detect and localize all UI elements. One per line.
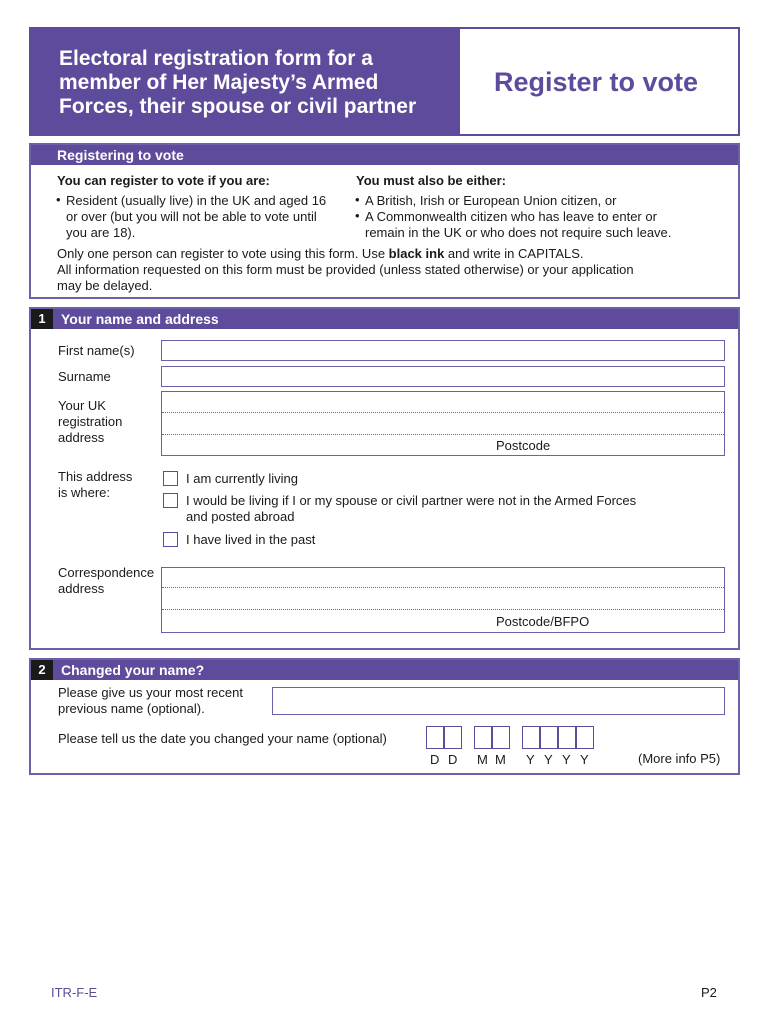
address-line-divider — [162, 434, 724, 435]
info-note-line: may be delayed. — [57, 278, 153, 293]
previous-name-label-line: previous name (optional). — [58, 701, 205, 716]
lived-in-past-checkbox[interactable] — [163, 532, 178, 547]
form-title-line: member of Her Majesty’s Armed — [59, 71, 379, 94]
bullet-icon: • — [355, 208, 360, 223]
currently-living-label: I am currently living — [186, 471, 298, 486]
intro-section — [29, 143, 740, 299]
section-title: Changed your name? — [61, 662, 205, 678]
right-bullet-1: A British, Irish or European Union citizen, or — [365, 193, 617, 208]
lived-in-past-label: I have lived in the past — [186, 532, 316, 547]
more-info-note: (More info P5) — [638, 751, 721, 766]
form-title-line: Electoral registration form for a — [59, 47, 373, 70]
uk-address-field[interactable] — [161, 391, 725, 456]
date-format-hint: Y — [544, 752, 553, 767]
address-line-divider — [162, 412, 724, 413]
form-title — [59, 47, 459, 119]
surname-label: Surname — [58, 369, 111, 384]
form-code: ITR-F-E — [51, 985, 98, 1000]
info-note-line: All information requested on this form must be provided (unless stated otherwise) or your application — [57, 262, 634, 277]
ink-note — [57, 246, 584, 262]
uk-address-label-line: registration — [58, 414, 123, 429]
page-number: P2 — [701, 985, 717, 1000]
previous-name-field[interactable] — [272, 687, 725, 715]
form-header — [29, 27, 740, 136]
bullet-icon: • — [56, 192, 61, 207]
right-bullet-2-line: remain in the UK or who does not require such leave. — [365, 225, 672, 240]
changed-name-section — [29, 658, 740, 775]
section-title: Registering to vote — [57, 147, 184, 163]
year-digit-box[interactable] — [522, 726, 540, 749]
first-name-label: First name(s) — [58, 343, 135, 358]
uk-address-label — [58, 398, 122, 446]
postcode-label: Postcode — [496, 438, 551, 453]
previous-name-label-line: Please give us your most recent — [58, 685, 243, 700]
left-heading: You can register to vote if you are: — [57, 173, 270, 188]
left-bullet-line: Resident (usually live) in the UK and aged 16 — [66, 193, 327, 208]
date-format-hint: M — [477, 752, 488, 767]
section-title: Your name and address — [61, 311, 219, 327]
date-format-hint: M — [495, 752, 506, 767]
right-heading: You must also be either: — [356, 173, 507, 188]
section-bar — [31, 309, 738, 329]
address-where-label-line: is where: — [58, 485, 111, 500]
address-line-divider — [162, 587, 724, 588]
uk-address-label-line: address — [58, 430, 105, 445]
left-bullet-line: you are 18). — [66, 225, 136, 240]
form-title-line: Forces, their spouse or civil partner — [59, 95, 417, 118]
header-title-panel — [31, 29, 460, 134]
year-digit-box[interactable] — [540, 726, 558, 749]
bullet-icon: • — [355, 192, 360, 207]
date-format-hint: D — [430, 752, 440, 767]
section-bar — [31, 660, 738, 680]
name-change-date-label: Please tell us the date you changed your name (optional) — [58, 731, 387, 746]
year-digit-box[interactable] — [558, 726, 576, 749]
date-format-hint: Y — [526, 752, 535, 767]
correspondence-label-line: address — [58, 581, 105, 596]
correspondence-address-label — [58, 565, 154, 597]
month-digit-box[interactable] — [474, 726, 492, 749]
correspondence-address-field[interactable] — [161, 567, 725, 633]
ink-note-bold: black ink — [388, 246, 445, 261]
would-be-living-label-cont: and posted abroad — [186, 509, 295, 524]
month-digit-box[interactable] — [492, 726, 510, 749]
correspondence-label-line: Correspondence — [58, 565, 155, 580]
date-format-hint: Y — [580, 752, 589, 767]
date-format-hint: Y — [562, 752, 571, 767]
year-digit-box[interactable] — [576, 726, 594, 749]
left-bullet-line: or over (but you will not be able to vote until — [66, 209, 317, 224]
section-number: 2 — [31, 660, 53, 680]
currently-living-checkbox[interactable] — [163, 471, 178, 486]
would-be-living-label: I would be living if I or my spouse or civil partner were not in the Armed Forces — [186, 493, 637, 508]
day-digit-box[interactable] — [426, 726, 444, 749]
section-number: 1 — [31, 309, 53, 329]
name-address-section — [29, 307, 740, 650]
address-line-divider — [162, 609, 724, 610]
ink-note-part: and write in CAPITALS. — [444, 246, 584, 261]
register-to-vote-heading: Register to vote — [494, 67, 699, 97]
right-bullet-2-line: A Commonwealth citizen who has leave to enter or — [365, 209, 657, 224]
day-digit-box[interactable] — [444, 726, 462, 749]
uk-address-label-line: Your UK — [58, 398, 106, 413]
postcode-bfpo-label: Postcode/BFPO — [496, 614, 590, 629]
previous-name-label — [58, 685, 243, 717]
section-bar — [31, 145, 738, 165]
ink-note-part: Only one person can register to vote using this form. Use — [57, 246, 389, 261]
surname-field[interactable] — [161, 366, 725, 387]
first-name-field[interactable] — [161, 340, 725, 361]
address-where-label — [58, 469, 132, 501]
would-be-living-checkbox[interactable] — [163, 493, 178, 508]
address-where-label-line: This address — [58, 469, 133, 484]
date-format-hint: D — [448, 752, 458, 767]
